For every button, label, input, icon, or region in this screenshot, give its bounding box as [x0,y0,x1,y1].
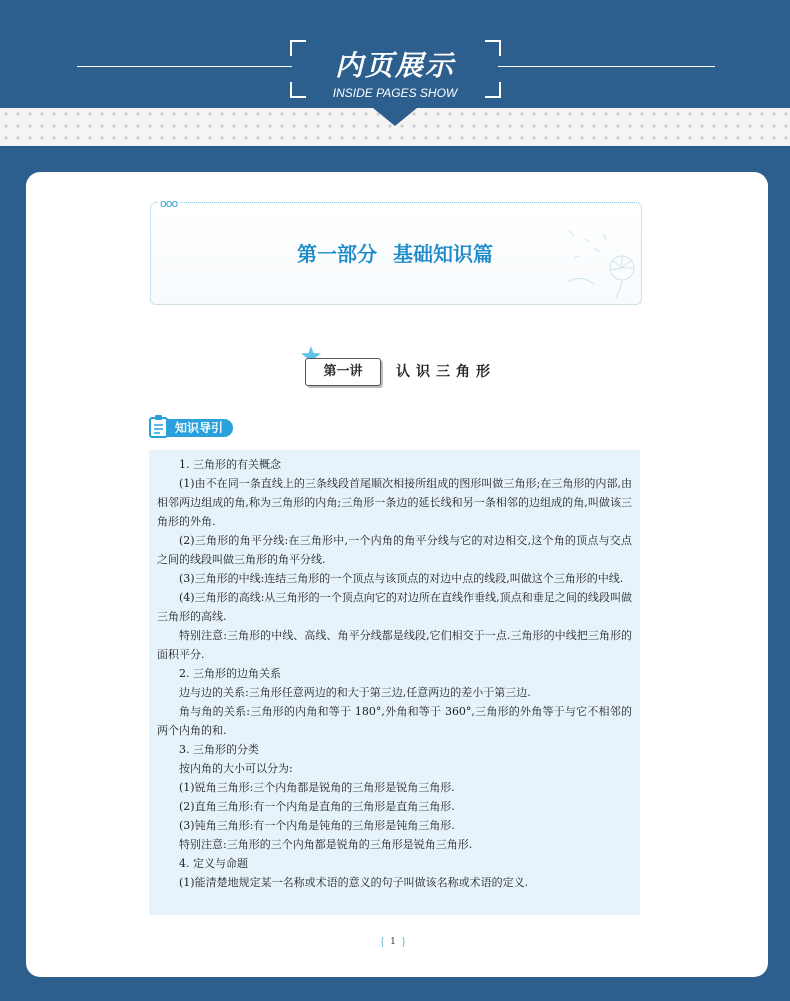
paragraph: 1. 三角形的有关概念 [179,458,281,471]
paragraph: 2. 三角形的边角关系 [179,667,281,680]
header-notch [373,108,417,126]
paragraph: 4. 定义与命题 [179,857,248,870]
page-ornament-icon [380,935,406,949]
section-tag: 知识导引 [167,419,233,437]
lecture-number: 第一讲 [305,358,381,386]
header-subtitle: INSIDE PAGES SHOW [332,86,458,100]
page-number-text: 1 [390,937,396,947]
paragraph: (1)锐角三角形:三个内角都是锐角的三角形是锐角三角形. [179,781,455,794]
paragraph: (4)三角形的高线:从三角形的一个顶点向它的对边所在直线作垂线,顶点和垂足之间的线段叫做三角形的高线. [157,591,632,623]
paragraph: 边与边的关系:三角形任意两边的和大于第三边,任意两边的差小于第三边. [179,686,531,699]
paragraph: (3)钝角三角形:有一个内角是钝角的三角形是钝角三角形. [179,819,455,832]
paragraph: (1)由不在同一条直线上的三条线段首尾顺次相接所组成的图形叫做三角形;在三角形的内部,由相邻两边组成的角,称为三角形的内角;三角形一条边的延长线和另一条相邻的边组成的角,叫做该三角形的外角. [157,477,632,528]
paragraph: 特别注意:三角形的中线、高线、角平分线都是线段,它们相交于一点.三角形的中线把三角形的面积平分. [157,629,632,661]
lecture-title: 认识三角形 [396,364,496,380]
paragraph: (1)能清楚地规定某一名称或术语的意义的句子叫做该名称或术语的定义. [179,876,529,889]
header-title: 内页展示 [334,49,455,82]
paragraph: (2)三角形的角平分线:在三角形中,一个内角的角平分线与它的对边相交,这个角的顶点与交点之间的线段叫做三角形的角平分线. [157,534,632,566]
banner-rings-icon: ooo [160,197,178,210]
paragraph: 特别注意:三角形的三个内角都是锐角的三角形是锐角三角形. [179,838,473,851]
paragraph: 按内角的大小可以分为: [179,762,293,775]
paragraph: 角与角的关系:三角形的内角和等于 180°,外角和等于 360°,三角形的外角等于与它不相邻的两个内角的和. [157,705,632,737]
paragraph: (3)三角形的中线:连结三角形的一个顶点与该顶点的对边中点的线段,叫做这个三角形的中线. [179,572,624,585]
part-name: 基础知识篇 [393,242,493,266]
paragraph: 3. 三角形的分类 [179,743,259,756]
dandelion-icon [560,222,640,300]
part-label: 第一部分 [297,242,377,266]
paragraph: (2)直角三角形:有一个内角是直角的三角形是直角三角形. [179,800,455,813]
page-number [380,935,406,949]
knowledge-panel [149,450,640,915]
